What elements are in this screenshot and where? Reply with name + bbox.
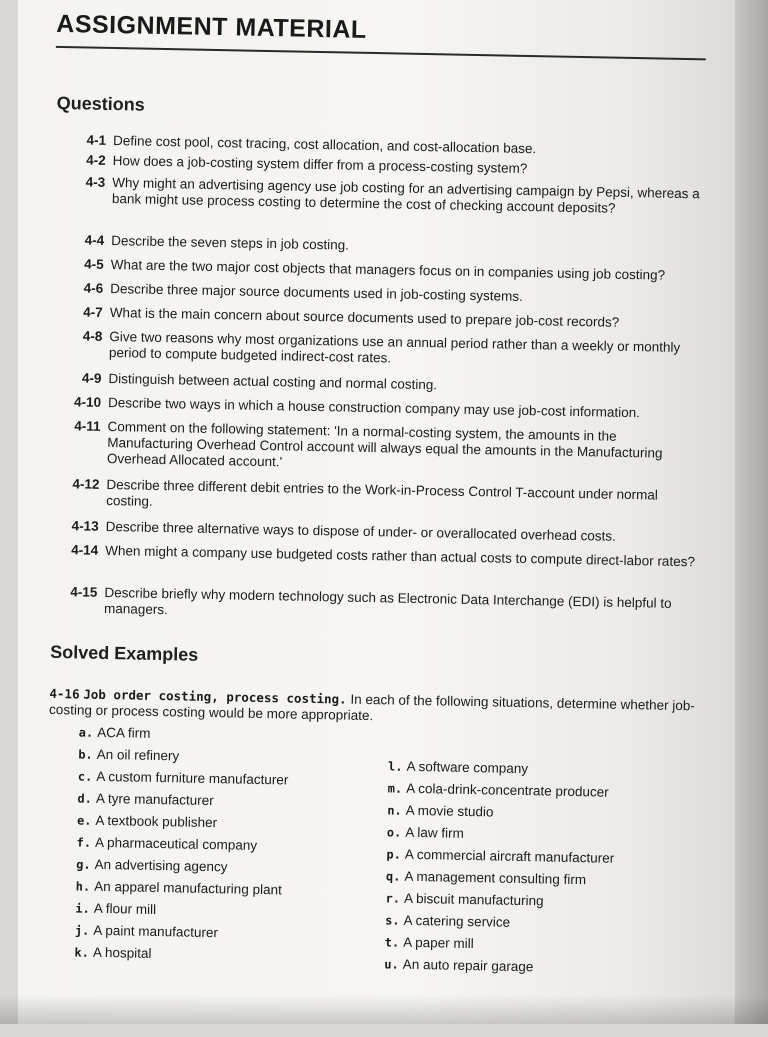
list-item	[75, 900, 156, 917]
item-text: A tyre manufacturer	[95, 790, 214, 809]
item-text: A paint manufacturer	[93, 922, 219, 941]
item-text: A law firm	[405, 824, 464, 841]
item-key: q.	[385, 869, 401, 884]
item-text: An oil refinery	[96, 746, 180, 764]
item-text: A movie studio	[405, 802, 494, 820]
item-key: a.	[78, 725, 94, 740]
item-text: A commercial aircraft manufacturer	[404, 846, 615, 866]
list-item	[78, 768, 289, 787]
item-text: A hospital	[92, 944, 152, 961]
question-text: Describe three different debit entries to the Work-in-Process Control T-account under normal costing.	[106, 476, 659, 509]
question-number: 4-15	[70, 584, 98, 600]
item-key: p.	[386, 847, 402, 862]
list-item	[79, 724, 151, 740]
question-number: 4-12	[72, 476, 100, 492]
question-number: 4-11	[74, 418, 101, 434]
item-text: ACA firm	[97, 724, 151, 741]
item-key: f.	[76, 835, 92, 850]
question-text: Describe briefly why modern technology such as Electronic Data Interchange (EDI) is helpful to managers.	[103, 584, 672, 618]
question-text: Define cost pool, cost tracing, cost allocation, and cost-allocation base.	[112, 133, 537, 157]
solved-examples-heading: Solved Examples	[50, 641, 199, 665]
item-key: j.	[74, 923, 90, 938]
item-key: c.	[77, 769, 93, 784]
example-intro	[49, 686, 699, 730]
list-item	[76, 878, 282, 897]
item-key: g.	[76, 857, 91, 872]
list-item	[75, 922, 218, 940]
item-text: A custom furniture manufacturer	[96, 768, 289, 788]
question-number: 4-8	[82, 328, 103, 344]
item-text: An auto repair garage	[402, 956, 534, 975]
question-number: 4-5	[84, 256, 104, 272]
list-item	[385, 912, 510, 929]
list-item	[386, 868, 586, 887]
list-item	[388, 758, 528, 776]
question-text: How does a job-costing system differ from a process-costing system?	[112, 153, 528, 176]
list-item	[387, 802, 494, 819]
question-text: Give two reasons why most organizations use an annual period rather than a weekly or monthly period to compute budgeted indirect-cost rates.	[108, 329, 681, 366]
item-text: A cola-drink-concentrate producer	[406, 780, 609, 800]
list-item	[76, 856, 228, 874]
question-number: 4-2	[86, 152, 106, 168]
question-number: 4-7	[83, 304, 103, 320]
item-key: l.	[387, 759, 403, 774]
item-key: u.	[384, 957, 399, 972]
item-text: A biscuit manufacturing	[403, 890, 544, 909]
question-text: When might a company use budgeted costs rather than actual costs to compute direct-labor rates?	[105, 542, 696, 570]
question-text: Why might an advertising agency use job costing for an advertising campaign by Pepsi, whereas a bank might use process costing to determine the cost of checking account deposits?	[111, 175, 700, 216]
question-text: Describe three alternative ways to dispose of under- or overallocated overhead costs.	[105, 518, 617, 544]
item-key: h.	[75, 879, 91, 894]
item-text: A management consulting firm	[404, 868, 587, 888]
list-item	[78, 746, 179, 763]
example-text: In each of the following situations, determine whether job-costing or process costing would be more appropriate.	[49, 691, 695, 724]
list-item	[388, 780, 609, 799]
question-text: Describe two ways in which a house construction company may use job-cost information.	[107, 394, 641, 421]
item-key: t.	[384, 935, 400, 950]
question-text: What are the two major cost objects that managers focus on in companies using job costing?	[110, 257, 666, 283]
item-key: b.	[78, 747, 93, 762]
item-key: d.	[77, 791, 93, 806]
list-item	[385, 890, 543, 908]
example-title: Job order costing, process costing.	[83, 686, 347, 707]
question-number: 4-4	[84, 232, 105, 248]
question-text: Describe three major source documents used in job-costing systems.	[110, 281, 523, 304]
question-text: What is the main concern about source documents used to prepare job-cost records?	[109, 305, 620, 330]
title-underline	[56, 46, 706, 60]
item-key: r.	[385, 891, 401, 906]
list-item	[384, 956, 533, 974]
item-text: A software company	[406, 758, 529, 777]
item-text: A catering service	[403, 912, 511, 930]
question-text: Distinguish between actual costing and normal costing.	[108, 370, 438, 393]
item-key: i.	[75, 901, 90, 916]
question-number: 4-13	[71, 518, 99, 534]
item-key: m.	[387, 781, 403, 796]
page-title: ASSIGNMENT MATERIAL	[56, 9, 367, 44]
question-text: Comment on the following statement: 'In a normal-costing system, the amounts in the Manufacturing Overhead Control account will always equal the amounts in the Manufacturing Overhead Allocated account.'	[106, 418, 663, 470]
item-key: k.	[74, 945, 90, 960]
item-text: A flour mill	[93, 900, 157, 918]
example-number: 4-16	[49, 685, 80, 702]
list-item	[77, 812, 217, 830]
bottom-shadow	[0, 995, 768, 1024]
list-item	[387, 824, 464, 840]
questions-heading: Questions	[56, 92, 145, 115]
question-number: 4-6	[83, 280, 104, 296]
item-text: A pharmaceutical company	[94, 834, 258, 853]
question-number: 4-3	[85, 174, 106, 190]
item-key: s.	[385, 913, 400, 928]
question-number: 4-14	[71, 542, 99, 558]
list-item	[74, 944, 151, 960]
question-number: 4-10	[73, 394, 102, 410]
question-number: 4-9	[81, 370, 102, 386]
item-text: A textbook publisher	[95, 812, 218, 831]
list-item	[385, 934, 474, 951]
item-key: e.	[76, 813, 92, 828]
item-text: An apparel manufacturing plant	[94, 878, 282, 898]
item-key: o.	[386, 825, 402, 840]
list-item	[386, 846, 614, 865]
item-text: An advertising agency	[94, 856, 228, 875]
question-number: 4-1	[86, 132, 107, 148]
list-item	[76, 834, 257, 852]
item-key: n.	[387, 803, 402, 818]
item-text: A paper mill	[403, 934, 474, 952]
list-item	[77, 790, 214, 808]
question-text: Describe the seven steps in job costing.	[111, 233, 350, 253]
